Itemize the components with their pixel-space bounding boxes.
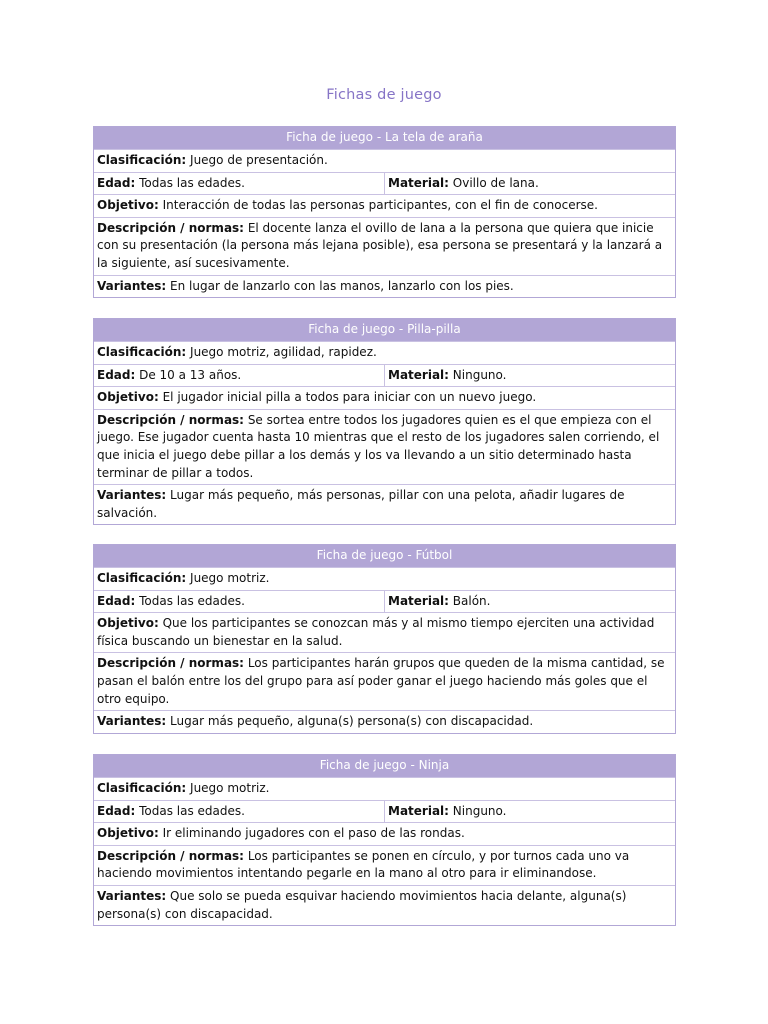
- label-descripcion: Descripción / normas:: [97, 412, 244, 427]
- row-descripcion: [94, 845, 675, 885]
- label-objetivo: Objetivo:: [97, 198, 159, 213]
- label-variantes: Variantes:: [97, 278, 167, 293]
- game-card: [93, 544, 676, 734]
- value-descripcion: Los participantes harán grupos que queden de la misma cantidad, se pasan el balón entre los del grupo para así poder ganar el juego haciendo más goles que el otro equipo.: [97, 656, 665, 706]
- row-descripcion: [94, 409, 675, 484]
- value-edad: De 10 a 13 años.: [139, 367, 242, 382]
- value-variantes: En lugar de lanzarlo con las manos, lanzarlo con los pies.: [170, 278, 514, 293]
- game-card: [93, 318, 676, 525]
- label-clasificacion: Clasificación:: [97, 153, 187, 167]
- value-variantes: Lugar más pequeño, más personas, pillar con una pelota, añadir lugares de salvación.: [97, 488, 625, 520]
- row-variantes: [94, 275, 675, 298]
- card-title: Ficha de juego - La tela de araña: [94, 127, 675, 149]
- value-material: Ninguno.: [452, 367, 507, 382]
- value-clasificacion: Juego motriz.: [190, 781, 270, 795]
- row-objetivo: [94, 194, 675, 217]
- value-objetivo: El jugador inicial pilla a todos para iniciar con un nuevo juego.: [162, 390, 537, 405]
- value-clasificacion: Juego motriz, agilidad, rapidez.: [190, 345, 377, 359]
- label-material: Material:: [388, 175, 449, 190]
- label-objetivo: Objetivo:: [97, 826, 159, 841]
- value-variantes: Lugar más pequeño, alguna(s) persona(s) con discapacidad.: [170, 714, 534, 729]
- label-edad: Edad:: [97, 803, 136, 818]
- card-title: Ficha de juego - Fútbol: [94, 545, 675, 567]
- row-edad-material: [94, 364, 675, 387]
- value-descripcion: Los participantes se ponen en círculo, y por turnos cada uno va haciendo movimientos intentando pegarle en la mano al otro para ir eliminandose.: [97, 848, 630, 881]
- label-clasificacion: Clasificación:: [97, 345, 187, 359]
- label-variantes: Variantes:: [97, 488, 167, 503]
- value-objetivo: Ir eliminando jugadores con el paso de las rondas.: [162, 826, 465, 841]
- row-variantes: [94, 484, 675, 524]
- label-material: Material:: [388, 803, 449, 818]
- label-descripcion: Descripción / normas:: [97, 848, 244, 863]
- row-descripcion: [94, 217, 675, 275]
- row-edad-material: [94, 800, 675, 823]
- value-material: Balón.: [452, 593, 491, 608]
- label-edad: Edad:: [97, 175, 136, 190]
- value-objetivo: Interacción de todas las personas participantes, con el fin de conocerse.: [162, 198, 598, 213]
- row-clasificacion: [94, 341, 675, 364]
- row-objetivo: [94, 822, 675, 845]
- value-variantes: Que solo se pueda esquivar haciendo movimientos hacia delante, alguna(s) persona(s) con discapacidad.: [97, 888, 627, 921]
- row-edad-material: [94, 590, 675, 613]
- label-descripcion: Descripción / normas:: [97, 656, 244, 671]
- label-clasificacion: Clasificación:: [97, 571, 187, 585]
- row-descripcion: [94, 652, 675, 710]
- row-variantes: [94, 885, 675, 925]
- label-objetivo: Objetivo:: [97, 390, 159, 405]
- value-clasificacion: Juego motriz.: [190, 571, 270, 585]
- label-edad: Edad:: [97, 593, 136, 608]
- row-objetivo: [94, 386, 675, 409]
- label-variantes: Variantes:: [97, 714, 167, 729]
- value-edad: Todas las edades.: [139, 803, 245, 818]
- value-objetivo: Que los participantes se conozcan más y al mismo tiempo ejerciten una actividad física buscando un bienestar en la salud.: [97, 616, 655, 648]
- card-title: Ficha de juego - Pilla-pilla: [94, 319, 675, 341]
- value-descripcion: Se sortea entre todos los jugadores quien es el que empieza con el juego. Ese jugador cuenta hasta 10 mientras que el resto de los jugadores salen corriendo, el que inicia el juego debe pillar a los demás y los va llevando a un sitio determinado hasta terminar de pillar a todos.: [97, 412, 660, 480]
- label-variantes: Variantes:: [97, 888, 167, 903]
- value-material: Ninguno.: [452, 803, 507, 818]
- value-edad: Todas las edades.: [139, 175, 245, 190]
- value-material: Ovillo de lana.: [452, 175, 539, 190]
- row-variantes: [94, 710, 675, 733]
- label-clasificacion: Clasificación:: [97, 781, 187, 795]
- label-material: Material:: [388, 593, 449, 608]
- game-card: [93, 754, 676, 926]
- label-material: Material:: [388, 367, 449, 382]
- row-objetivo: [94, 612, 675, 652]
- label-edad: Edad:: [97, 367, 136, 382]
- label-objetivo: Objetivo:: [97, 616, 159, 631]
- value-descripcion: El docente lanza el ovillo de lana a la persona que quiera que inicie con su presentación (la persona más lejana posible), esa persona se presentará y la lanzará a la siguiente, así sucesivamente.: [97, 220, 663, 270]
- value-clasificacion: Juego de presentación.: [190, 153, 328, 167]
- label-descripcion: Descripción / normas:: [97, 220, 244, 235]
- value-edad: Todas las edades.: [139, 593, 245, 608]
- game-card: [93, 126, 676, 298]
- row-edad-material: [94, 172, 675, 195]
- row-clasificacion: [94, 777, 675, 800]
- page-title: Fichas de juego: [326, 87, 442, 103]
- row-clasificacion: [94, 567, 675, 590]
- card-title: Ficha de juego - Ninja: [94, 755, 675, 777]
- row-clasificacion: [94, 149, 675, 172]
